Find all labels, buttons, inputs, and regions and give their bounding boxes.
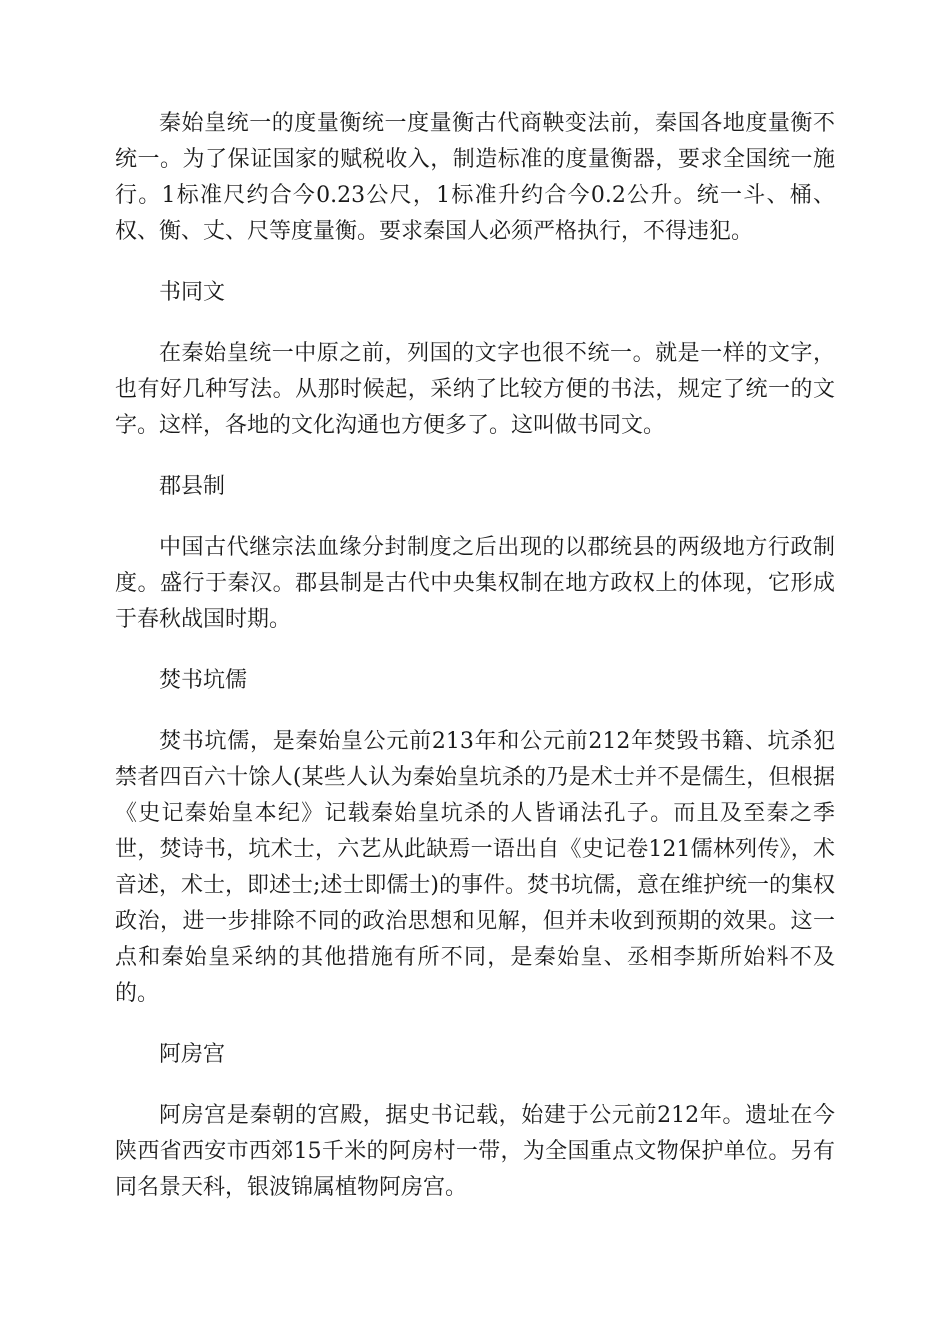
paragraph-commandery-county-system: 中国古代继宗法血缘分封制度之后出现的以郡统县的两级地方行政制度。盛行于秦汉。郡县制是古代中央集权制在地方政权上的体现，它形成于春秋战国时期。 xyxy=(115,535,835,632)
heading-epang-palace: 阿房宫 xyxy=(159,1042,226,1067)
paragraph-epang-palace: 阿房宫是秦朝的宫殿，据史书记载，始建于公元前212年。遗址在今陕西省西安市西郊15千米的阿房村一带，为全国重点文物保护单位。另有同名景天科，银波锦属植物阿房宫。 xyxy=(115,1103,835,1200)
heading-burning-books: 焚书坑儒 xyxy=(159,668,248,693)
heading-commandery-county-system: 郡县制 xyxy=(159,474,226,499)
paragraph-unified-script: 在秦始皇统一中原之前，列国的文字也很不统一。就是一样的文字，也有好几种写法。从那时候起，采纳了比较方便的书法，规定了统一的文字。这样，各地的文化沟通也方便多了。这叫做书同文。 xyxy=(115,341,835,438)
paragraph-measurement-standardization: 秦始皇统一的度量衡统一度量衡古代商鞅变法前，秦国各地度量衡不统一。为了保证国家的赋税收入，制造标准的度量衡器，要求全国统一施行。1标准尺约合今0.23公尺，1标准升约合今0.2公升。统一斗、桶、权、衡、丈、尺等度量衡。要求秦国人必须严格执行，不得违犯。 xyxy=(115,111,835,244)
paragraph-burning-books: 焚书坑儒，是秦始皇公元前213年和公元前212年焚毁书籍、坑杀犯禁者四百六十馀人(某些人认为秦始皇坑杀的乃是术士并不是儒生，但根据《史记秦始皇本纪》记载秦始皇坑杀的人皆诵法孔子。而且及至秦之季世，焚诗书，坑术士，六艺从此缺焉一语出自《史记卷121儒林列传》，术音述，术士，即述士;述士即儒士)的事件。焚书坑儒，意在维护统一的集权政治，进一步排除不同的政治思想和见解，但并未收到预期的效果。这一点和秦始皇采纳的其他措施有所不同，是秦始皇、丞相李斯所始料不及的。 xyxy=(115,729,836,1006)
document-body xyxy=(115,106,835,1231)
heading-unified-script: 书同文 xyxy=(159,280,226,305)
